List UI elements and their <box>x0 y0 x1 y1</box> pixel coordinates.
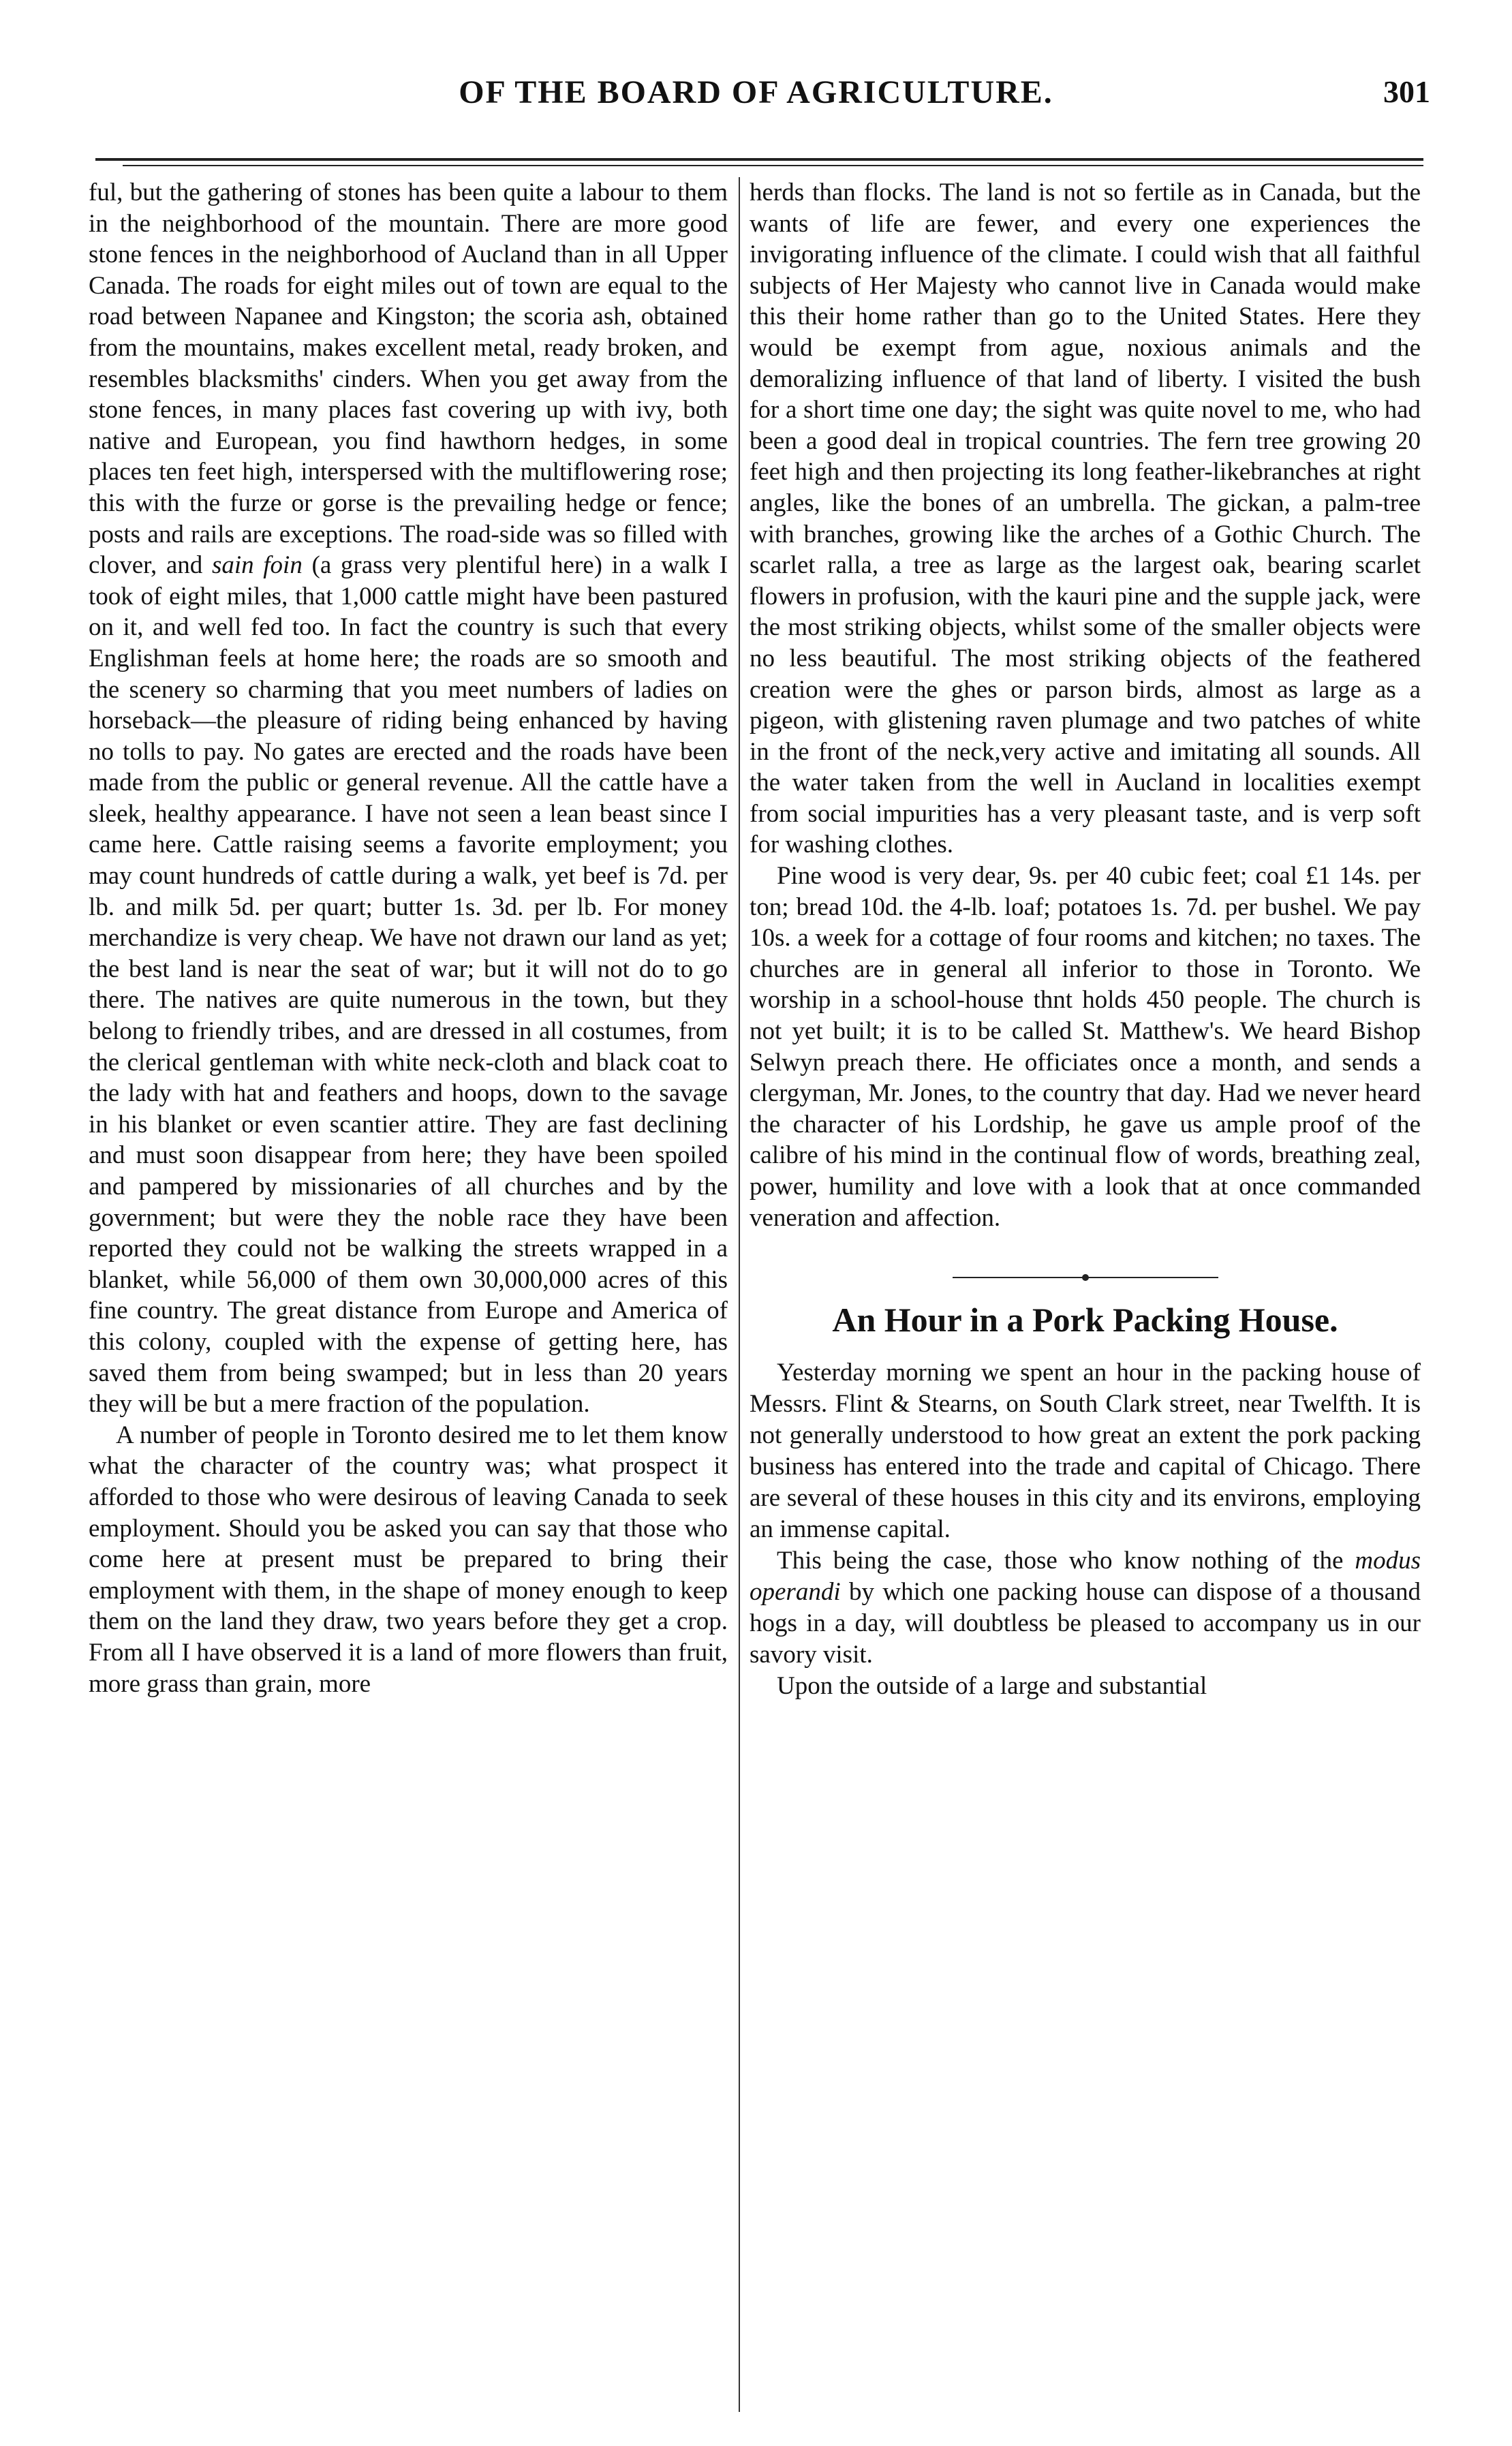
left-column <box>89 177 728 2412</box>
page-header <box>82 68 1430 123</box>
running-title: OF THE BOARD OF AGRICULTURE. <box>459 74 1053 110</box>
paragraph: herds than flocks. The land is not so fertile as in Canada, but the wants of life are fewer, and every one experiences the invigorating influence of the climate. I could wish that all faithful subjects of Her Majesty who cannot live in Canada would make this their home rather than go to the United States. Here they would be exempt from ague, noxious animals and the demoralizing influence of that land of liberty. I visited the bush for a short time one day; the sight was quite novel to me, who had been a good deal in tropical countries. The fern tree growing 20 feet high and then projecting its long feather-likebranches at right angles, like the bones of an umbrella. The gickan, a palm-tree with branches, growing like the arches of a Gothic Church. The scarlet ralla, a tree as large as the largest oak, bearing scarlet flowers in profusion, with the kauri pine and the supple jack, were the most striking objects, whilst some of the smaller objects were no less beautiful. The most striking objects of the feathered creation were the ghes or parson birds, almost as large as a pigeon, with glistening raven plumage and two patches of white in the front of the neck,very active and imitating all sounds. All the water taken from the well in Aucland in localities exempt from social impurities has a very pleasant taste, and is verp soft for washing clothes. <box>750 179 1421 859</box>
paragraph: Yesterday morning we spent an hour in the packing house of Messrs. Flint & Stearns, on South Clark street, near Twelfth. It is not generally understood to how great an extent the pork packing business has entered into the trade and capital of Chicago. There are several of these houses in this city and its environs, employing an immense capital. <box>750 1359 1421 1544</box>
column-divider <box>739 177 740 2412</box>
right-column <box>750 177 1421 2412</box>
italic-term: modus operandi <box>750 1547 1421 1607</box>
paragraph-text: (a grass very plentiful here) in a walk I took of eight miles, that 1,000 cattle might have been pastured on it, and well fed too. In fact the country is such that every Englishman feels at home here; the roads are so smooth and the scenery so charming that you meet numbers of ladies on horseback—the pleasure of riding being enhanced by having no tolls to pay. No gates are erected and the roads have been made from the public or general revenue. All the cattle have a sleek, healthy appearance. I have not seen a lean beast since I came here. Cattle raising seems a favorite employment; you may count hundreds of cattle during a walk, yet beef is 7d. per lb. and milk 5d. per quart; butter 1s. 3d. per lb. For money merchandize is very cheap. We have not drawn our land as yet; the best land is near the seat of war; but it will not do to go there. The natives are quite numerous in the town, but they belong to friendly tribes, and are dressed in all costumes, from the clerical gentleman with white neck-cloth and black coat to the lady with hat and feathers and hoops, down to the savage in his blanket or even scantier attire. They are fast declining and must soon disappear from here; they have been spoiled and pampered by missionaries of all churches and by the government; but were they the noble race they have been reported they could not be walking the streets wrapped in a blanket, while 56,000 of them own 30,000,000 acres of this fine country. The great distance from Europe and America of this colony, coupled with the expense of getting here, has saved them from being swamped; but in less than 20 years they will be but a mere fraction of the population. <box>89 551 728 1419</box>
section-separator <box>953 1274 1218 1281</box>
italic-term: sain foin <box>211 551 303 580</box>
paragraph <box>89 177 728 1420</box>
separator-dot <box>1082 1274 1089 1281</box>
page-number: 301 <box>1383 74 1430 109</box>
paragraph-text: ful, but the gathering of stones has been quite a labour to them in the neighborhood of the mountain. There are more good stone fences in the neighborhood of Aucland than in all Upper Canada. The roads for eight miles out of town are equal to the road between Napanee and Kingston; the scoria ash, obtained from the mountains, makes excellent metal, ready broken, and resembles blacksmiths' cinders. When you get away from the stone fences, in many places fast covering up with ivy, both native and European, you find hawthorn hedges, in some places ten feet high, interspersed with the multiflowering rose; this with the furze or gorse is the prevailing hedge or fence; posts and rails are exceptions. The road-side was so filled with clover, and <box>89 179 728 580</box>
paragraph: A number of people in Toronto desired me to let them know what the character of the country was; what prospect it afforded to those who were desirous of leaving Canada to seek employment. Should you be asked you can say that those who come here at present must be prepared to bring their employment with them, in the shape of money enough to keep them on the land they draw, two years before they get a crop. From all I have observed it is a land of more flowers than fruit, more grass than grain, more <box>89 1421 728 1698</box>
paragraph: Upon the outside of a large and substantial <box>777 1672 1207 1701</box>
paragraph <box>750 1545 1421 1671</box>
header-rule-thin <box>123 165 1423 166</box>
paragraph: Pine wood is very dear, 9s. per 40 cubic feet; coal £1 14s. per ton; bread 10d. the 4-lb. loaf; potatoes 1s. 7d. per bushel. We pay 10s. a week for a cottage of four rooms and kitchen; no taxes. The churches are in general all inferior to those in Toronto. We worship in a school-house thnt holds 450 people. The church is not yet built; it is to be called St. Matthew's. We heard Bishop Selwyn preach there. He officiates once a month, and sends a clergyman, Mr. Jones, to the country that day. Had we never heard the character of his Lordship, he gave us ample proof of the calibre of his mind in the continual flow of words, breathing zeal, power, humility and love with a look that at once commanded veneration and affection. <box>750 862 1421 1232</box>
article-title: An Hour in a Pork Packing House. <box>832 1301 1338 1340</box>
paragraph-text: by which one packing house can dispose of a thousand hogs in a day, will doubtless be pleased to accompany us in our savory visit. <box>750 1578 1421 1669</box>
header-rule <box>95 158 1423 161</box>
article-body <box>750 1357 1421 1702</box>
paragraph-text: This being the case, those who know nothing of the <box>777 1547 1344 1575</box>
